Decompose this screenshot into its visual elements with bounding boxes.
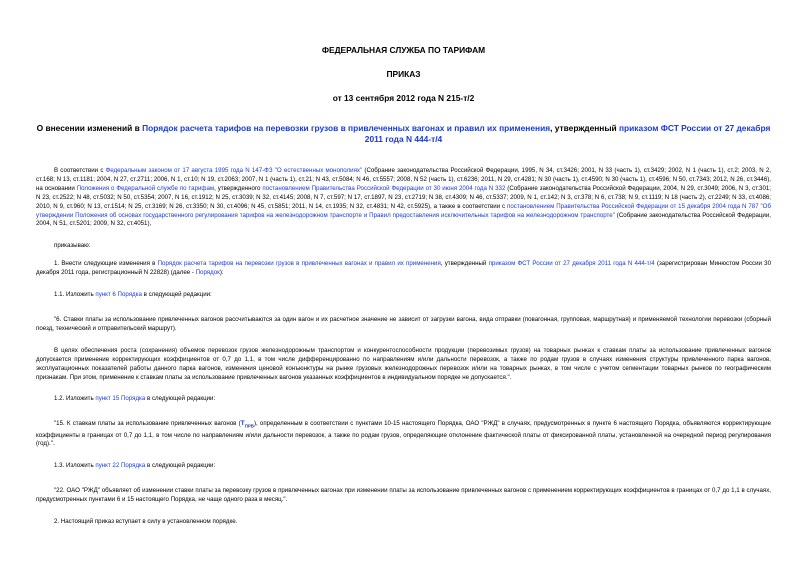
item-1-2: 1.2. Изложить пункт 15 Порядка в следующей редакции: [54, 395, 216, 403]
link-poryadok-short[interactable]: Порядок [195, 269, 220, 277]
quote-punkt-15: "15. К ставкам платы за использование привлеченных вагонов $(T_{ПРВ})$, определенным в соответствии с пунктами 10-15 настоящего Порядка, ОАО "РЖД" в случаях, предусмотренных в пункте 6 настоящего Порядка, объявляются корректирующие коэффициенты в границах от 0,7 до 1,1, в том числе по направлениям и/или дальности перевозок, а также по родам грузов, определяющие отклонение фактической платы от фиксированной платы, установленной на очередной период регулирования (год).". [36, 420, 771, 448]
formula-t-prv: $T_{ПРВ}$ [240, 420, 254, 429]
item-1-1: 1.1. Изложить пункт 6 Порядка в следующей редакции: [54, 291, 212, 299]
link-punkt-15[interactable]: пункт 15 Порядка [95, 395, 146, 403]
item-2: 2. Настоящий приказ вступает в силу в установленном порядке. [54, 518, 238, 526]
quote-punkt-6-part2: В целях обеспечения роста (сохранения) объемов перевозок грузов железнодорожным транспортом и конкурентоспособности продукции (перевозимых грузов) на товарных рынках к ставкам платы за использование привлеченных вагонов допускается применение корректирующих коэффициентов от 0,7 до 1,1, в том числе дифференцированно по направлениям и/или дальности перевозок, а также по родам грузов в случаях изменения структуры привлеченного парка вагонов, эксплуатационных показателей работы данного парка вагонов, изменения ценовой конъюнктуры на рынке грузовых железнодорожных перевозок и/или на товарных рынках, в том числе с учетом сегментации товарных рынков по географическим признакам. При этом, применение к ставкам платы за использование привлеченных вагонов указанных коэффициентов в индивидуальном порядке не допускается.". [36, 346, 771, 381]
link-polozhenie-fst[interactable]: Положения о Федеральной службе по тарифам [76, 184, 215, 192]
doc-type-heading: ПРИКАЗ [386, 69, 421, 79]
link-punkt-6[interactable]: пункт 6 Порядка [95, 291, 142, 299]
document-body [36, 167, 771, 527]
item-1: 1. Внести следующие изменения в Порядок расчета тарифов на перевозки грузов в привлеченных вагонах и правил их применения, утвержденный приказом ФСТ России от 27 декабря 2011 года N 444-т/4 (зарегистрирован Минюстом России 30 декабря 2011 года, регистрационный N 22828) (далее - Порядок): [36, 260, 771, 277]
agency-heading: ФЕДЕРАЛЬНАЯ СЛУЖБА ПО ТАРИФАМ [321, 45, 486, 55]
quote-punkt-6: "6. Ставки платы за использование привлеченных вагонов рассчитываются за один вагон и их расчетное значение не зависит от загрузки вагона, вида отправки (повагонная, групповая, маршрутная) и применяемой технологии перевозки (сборный поезд, технический и отправительский маршрут). [36, 315, 771, 332]
link-poryadok-item1[interactable]: Порядок расчета тарифов на перевозки грузов в привлеченных вагонах и правил их применения [157, 260, 441, 268]
link-postanovlenie-787[interactable]: постановлением Правительства Российской Федерации от 15 декабря 2004 года N 787 "Об утверждении Положения об основах государственного регулирования тарифов на железнодорожном транспорте и Правил предоставления исключительных тарифов на железнодорожном транспорте" [36, 202, 771, 219]
prikazyvayu-line: приказываю: [54, 242, 91, 250]
link-federal-law-147[interactable]: Федеральным законом от 17 августа 1995 года N 147-ФЗ "О естественных монополиях" [105, 167, 363, 174]
link-prikaz-444[interactable]: приказом ФСТ России от 27 декабря 2011 года N 444-т/4 [364, 123, 771, 144]
preamble-paragraph: В соответствии с Федеральным законом от 17 августа 1995 года N 147-ФЗ "О естественных монополиях" (Собрание законодательства Российской Федерации, 1995, N 34, ст.3426; 2001, N 33 (часть 1), ст.3429; 2002, N 1 (часть 1), ст.2; 2003, N 2, ст.168; N 13, ст.1181; 2004, N 27, ст.2711; 2006, N 1, ст.10; N 19, ст.2063; 2007, N 1 (часть 1), ст.21; N 43, ст.5084; N 46, ст.5557; 2008, N 52 (часть 1), ст.6236; 2011, N 29, ст.4281; N 30 (часть 1), ст.4590; N 30 (часть 1), ст.4596; N 50, ст.7343; 2012, N 26, ст.3446), на основании Положения о Федеральной службе по тарифам, утвержденного постановлением Правительства Российской Федерации от 30 июня 2004 года N 332 (Собрание законодательства Российской Федерации, 2004, N 29, ст.3049; 2006, N 3, ст.301; N 23, ст.2522; N 48, ст.5032; N 50, ст.5354; 2007, N 16, ст.1912; N 25, ст.3039; N 32, ст.4145; 2008, N 7, ст.597; N 17, ст.1897, N 23, ст.2719; N 38, ст.4309; N 46, ст.5337; 2009, N 1, ст.142; N 3, ст.378; N 6, ст.738; N 9, ст.1119; N 18 (часть 2), ст.2249; N 33, ст.4086; 2010, N 9, ст.960; N 13, ст.1514; N 25, ст.3169; N 26, ст.3350; N 30, ст.4096; N 45, ст.5851; 2011, N 14, ст.1935; N 32, ст.4831; N 42, ст.5925), а также в соответствии с постановлением Правительства Российской Федерации от 15 декабря 2004 года N 787 "Об утверждении Положения об основах государственного регулирования тарифов на железнодорожном транспорте и Правил предоставления исключительных тарифов на железнодорожном транспорте" (Собрание законодательства Российской Федерации, 2004, N 51, ст.5201; 2009, N 32, ст.4051), [36, 167, 772, 228]
link-punkt-22[interactable]: пункт 22 Порядка [95, 462, 146, 470]
date-number-heading: от 13 сентября 2012 года N 215-т/2 [332, 93, 475, 103]
item-1-3: 1.3. Изложить пункт 22 Порядка в следующей редакции: [54, 462, 216, 470]
quote-punkt-22: "22. ОАО "РЖД" объявляет об изменении ставки платы за перевозку грузов в привлеченных вагонах при изменении платы за использование привлеченных вагонов с применением корректирующих коэффициентов в границах от 0,7 до 1,1 в случаях, предусмотренных пунктами 6 и 15 настоящего Порядка, не чаще одного раза в месяц.". [36, 487, 771, 504]
link-postanovlenie-332[interactable]: постановлением Правительства Российской Федерации от 30 июня 2004 года N 332 [262, 184, 506, 192]
link-prikaz-444-item1[interactable]: приказом ФСТ России от 27 декабря 2011 года N 444-т/4 [488, 260, 655, 268]
link-poryadok[interactable]: Порядок расчета тарифов на перевозки грузов в привлеченных вагонах и правил их применения [142, 123, 551, 133]
document-title: О внесении изменений в Порядок расчета тарифов на перевозки грузов в привлеченных вагонах и правил их применения, утвержденный приказом ФСТ России от 27 декабря 2011 года N 444-т/4 [36, 123, 771, 144]
